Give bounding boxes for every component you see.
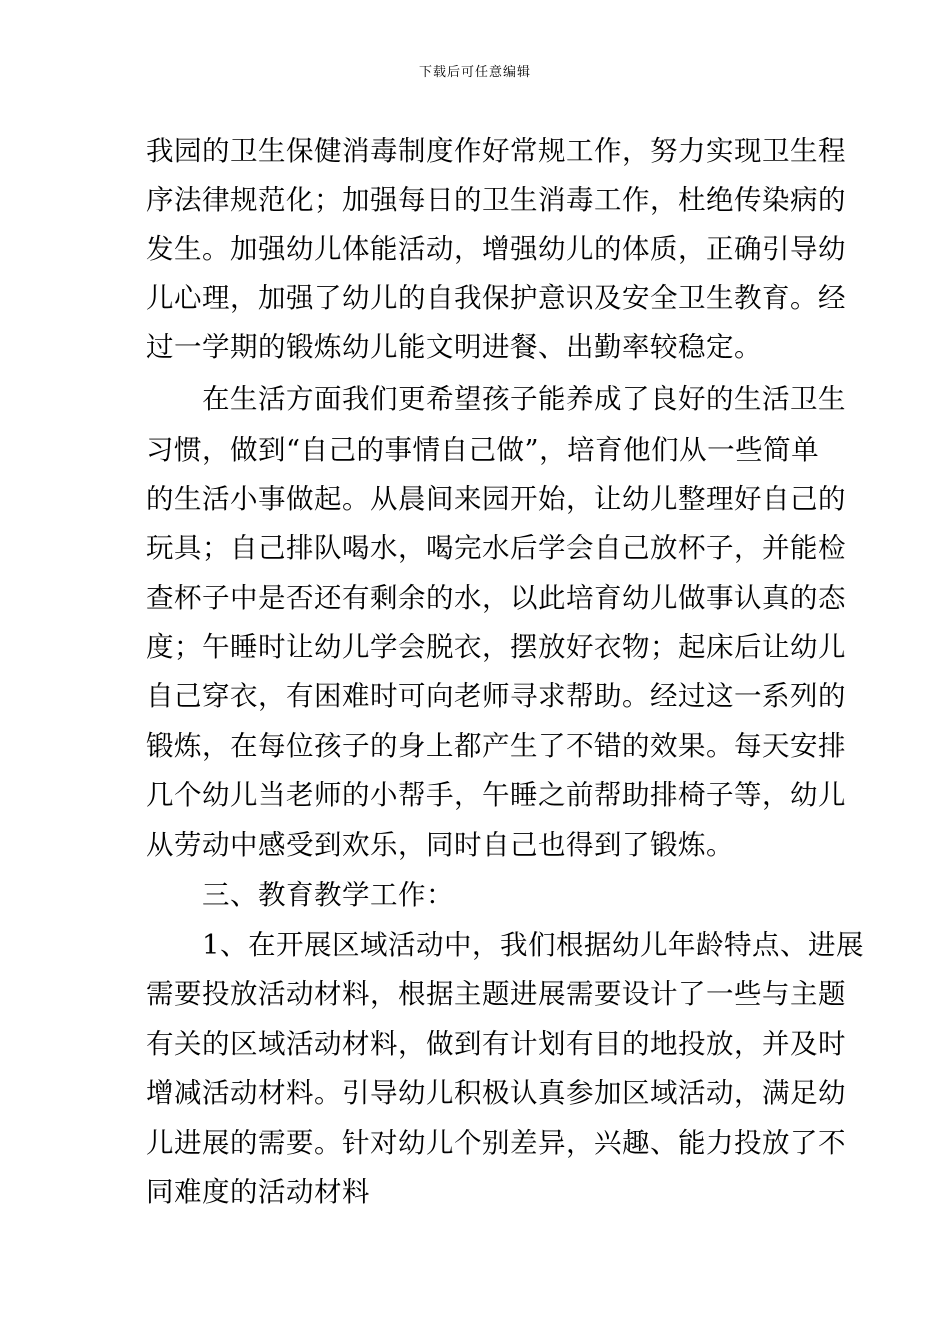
text-line: 儿心理，加强了幼儿的自我保护意识及安全卫生教育。经 — [146, 282, 846, 314]
text-line: 儿进展的需要。针对幼儿个别差异，兴趣、能力投放了不 — [146, 1127, 846, 1159]
text-line: 我园的卫生保健消毒制度作好常规工作，努力实现卫生程 — [146, 135, 846, 167]
text-line: 自己穿衣，有困难时可向老师寻求帮助。经过这一系列的 — [146, 680, 846, 712]
text-line: 度；午睡时让幼儿学会脱衣，摆放好衣物；起床后让幼儿 — [146, 631, 846, 663]
text-line: 从劳动中感受到欢乐，同时自己也得到了锻炼。 — [146, 829, 734, 861]
text-line: 的生活小事做起。从晨间来园开始，让幼儿整理好自己的 — [146, 483, 846, 515]
text-line: 序法律规范化；加强每日的卫生消毒工作，杜绝传染病的 — [146, 184, 846, 216]
text-line: 1、在开展区域活动中，我们根据幼儿年龄特点、进展 — [146, 929, 864, 961]
text-line: 过一学期的锻炼幼儿能文明进餐、出勤率较稳定。 — [146, 331, 762, 363]
text-line: 习惯，做到“自己的事情自己做”，培育他们从一些简单 — [146, 434, 820, 466]
text-line: 有关的区域活动材料，做到有计划有目的地投放，并及时 — [146, 1028, 846, 1060]
text-line: 几个幼儿当老师的小帮手，午睡之前帮助排椅子等，幼儿 — [146, 779, 846, 811]
section-heading: 三、教育教学工作： — [146, 879, 454, 911]
text-line: 需要投放活动材料，根据主题进展需要设计了一些与主题 — [146, 978, 846, 1010]
text-line: 发生。加强幼儿体能活动，增强幼儿的体质，正确引导幼 — [146, 233, 846, 265]
text-line: 同难度的活动材料 — [146, 1176, 370, 1208]
text-line: 锻炼，在每位孩子的身上都产生了不错的效果。每天安排 — [146, 730, 846, 762]
text-line: 查杯子中是否还有剩余的水，以此培育幼儿做事认真的态 — [146, 582, 846, 614]
text-line: 在生活方面我们更希望孩子能养成了良好的生活卫生 — [146, 383, 846, 415]
text-line: 增减活动材料。引导幼儿积极认真参加区域活动，满足幼 — [146, 1077, 846, 1109]
text-line: 玩具；自己排队喝水，喝完水后学会自己放杯子，并能检 — [146, 532, 846, 564]
page-header: 下载后可任意编辑 — [418, 65, 531, 80]
